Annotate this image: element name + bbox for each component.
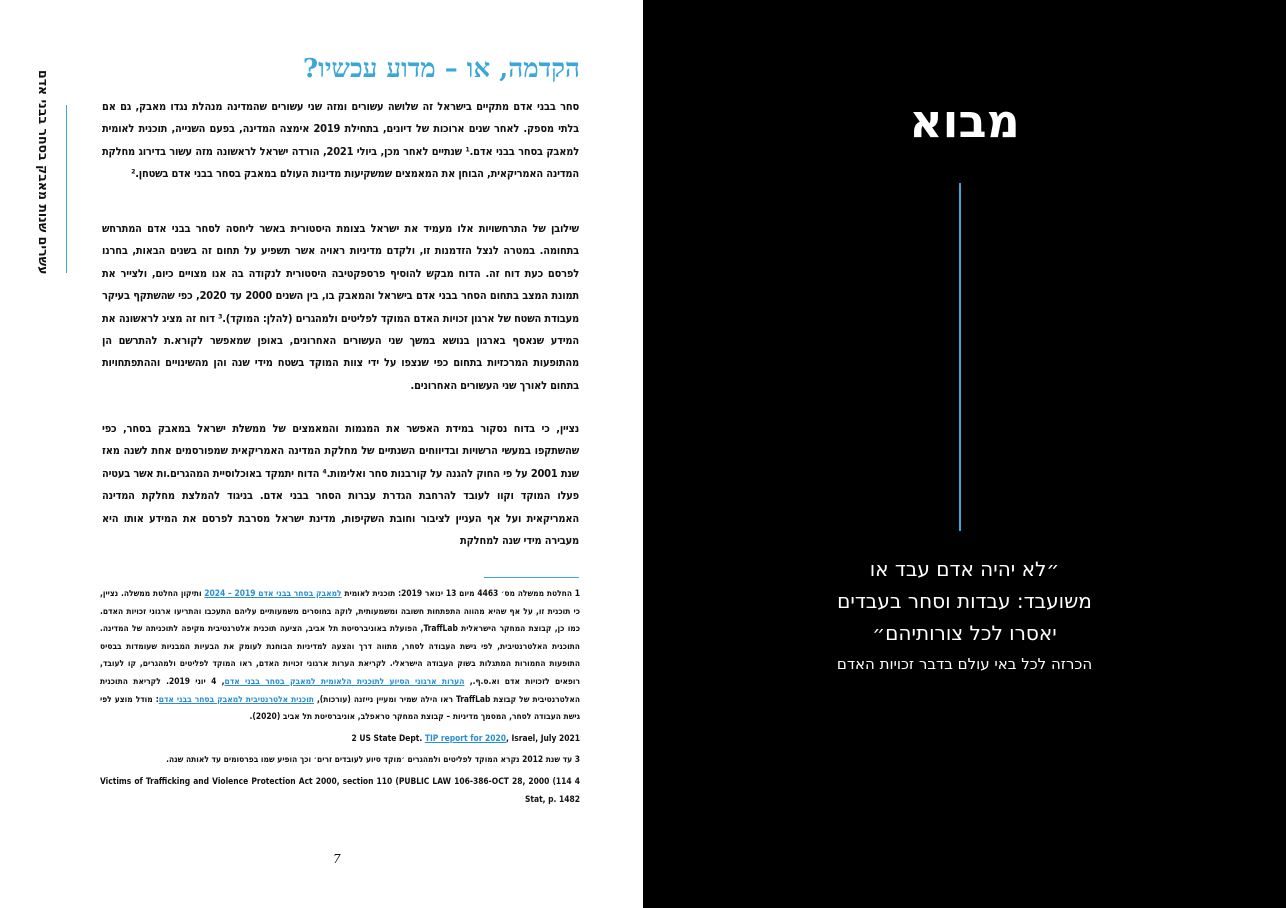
quote-line-3: יאסרו לכל צורותיהם״ bbox=[872, 621, 1057, 645]
footnote-2-text-b: , Israel, July 2021 bbox=[506, 732, 580, 743]
right-page bbox=[643, 0, 1286, 908]
body-paragraph-1: סחר בבני אדם מתקיים בישראל זה שלושה עשורים ומזה שני עשורים שהמדינה מנהלת נגדו מאבק, גם אם בלתי מספק. לאחר שנים ארוכות של דיונים, בתחילת 2019 אימצה המדינה, בפעם השנייה, תוכנית לאומית למאבק בסחר בבני אדם.¹ שנתיים לאחר מכן, ביולי 2021, הורדה ישראל לראשונה מזה עשור בדירוג מחלקת המדינה האמריקאית, הבוחן את המאמצים שמשקיעות מדינות העולם במאבק בסחר בבני אדם בשטחן.² bbox=[102, 100, 580, 181]
footnote-1-link-alternative-plan[interactable]: תוכנית אלטרנטיבית למאבק בסחר בבני אדם bbox=[158, 693, 314, 704]
footnote-3: 3 עד שנת 2012 נקרא המוקד לפליטים ולמהגרים ׳מוקד סיוע לעובדים זרים׳ וכך הופיע שמו בפרסומים עד לאותה שנה. bbox=[166, 754, 580, 765]
footnote-divider bbox=[484, 577, 579, 578]
running-head-rule bbox=[66, 105, 67, 273]
footnote-1-text-d: : מודל מוצע לפי גישת העבודה לסחר, המסמך מדיניות – קבוצת המחקר טראפלב, אוניברסיטת תל אביב (2020). bbox=[100, 693, 580, 722]
body-paragraph-2: שילובן של התרחשויות אלו מעמיד את ישראל בצומת היסטורית באשר ליחסה לסחר בבני אדם המתרחש בתחומה. במטרה לנצל הזדמנות זו, ולקדם מדיניות ראויה אשר תשפיע על תחום זה בשנים הבאות, בחרנו לפרסם כעת דוח זה. הדוח מבקש להוסיף פרספקטיבה היסטורית לנקודה בה אנו מצויים כיום, ולצייר את תמונת המצב בתחום הסחר בבני אדם בישראל והמאבק בו, בין השנים 2000 עד 2020, כפי שהשתקף בעיקר מעבודת השטח של ארגון זכויות האדם המוקד לפליטים ולמהגרים (להלן: המוקד).³ דוח זה מציג לראשונה את המידע שנאסף בארגון בנושא במשך שני העשורים האחרונים, באופן שמאפשר לקורא.ת להתרשם הן מהתופעות המרכזיות בתחום כפי שנצפו על ידי צוות המוקד בשטח מידי שנה והן מהשינויים וההתפתחויות בתחום לאורך שני העשורים האחרונים. bbox=[102, 222, 579, 392]
footnote-1-text-a: 1 החלטת ממשלה מס׳ 4463 מיום 13 ינואר 2019: תוכנית לאומית bbox=[341, 588, 581, 598]
body-paragraph-3: נציין, כי בדוח נסקור במידת האפשר את המגמות והמאמצים של ממשלת ישראל במאבק בסחר, כפי שהשתקפו במעשי הרשויות ובדיווחים השנתיים של מחלקת המדינה האמריקאית שמפורסמים אחת לשנה מאז שנת 2001 על פי החוק להגנה על קורבנות סחר ואלימות.⁴ הדוח יתמקד באוכלוסיית המהגרים.ות אשר בעטיה פעלו המוקד וקוו לעובד להרחבת הגדרת עברות הסחר בבני אדם. בניגוד להמלצת מחלקת המדינה האמריקאית ועל אף העניין לציבור וחובת השקיפות, מדינת ישראל מסרבת לפרסם את המידע אותו היא מעבירה מידי שנה למחלקת bbox=[102, 422, 579, 548]
footnote-1-text-b: ותיקון החלטת ממשלה. נציין, כי תוכנית זו, על אף שהיא מהווה התפתחות חשובה ומשמעותית, לוקה בחוסרים משמעותיים עליהם התעכבו והתריעו ארגוני זכויות האדם. כמו כן, קבוצת המחקר הישראלית TraffLab, הפועלת באוניברסיטת תל אביב, הציעה תוכנית אלטרנטיבית מקיפה לתוכניתה של המדינה. התוכנית האלטרנטיבית, לפי גישת העבודה לסחר, מתווה דרך והצעה למדיניות הבוחנת לעומק את הבעיות המבניות שעומדות בבסיס התופעות החמורות המתגלות בשוק העבודה הישראלי. לקריאת הערות ארגוני זכויות האדם, ראו המוקד לפליטים ולמהגרים, קו לעובד, רופאים לזכויות אדם וא.ס.ף., bbox=[100, 588, 581, 686]
vertical-accent-rule bbox=[959, 183, 961, 531]
footnote-2 bbox=[100, 730, 580, 748]
footnote-1-link-national-plan[interactable]: למאבק בסחר בבני אדם 2019 – 2024 bbox=[204, 588, 342, 598]
quote-line-2: משועבד: עבדות וסחר בעבדים bbox=[837, 589, 1092, 613]
page-number: 7 bbox=[333, 852, 341, 866]
footnote-2-link-tip-report[interactable]: TIP report for 2020 bbox=[424, 732, 506, 743]
page-title: הקדמה, או – מדוע עכשיו? bbox=[302, 54, 580, 84]
footnote-1-text-c: , 4 יוני 2019. לקריאת התוכנית האלטרנטיבית של קבוצת TraffLab ראו הילה שמיר ומעיין נייזנה (עורכות), bbox=[100, 675, 581, 704]
running-head: עשרים שנות מאבק בסחר בבני אדם bbox=[36, 69, 51, 274]
footnote-1 bbox=[100, 585, 580, 726]
quote-line-1: ״לא יהיה אדם עבד או bbox=[869, 557, 1060, 581]
footnote-4: 4 Victims of Trafficking and Violence Protection Act 2000, section 110 (PUBLIC LAW 106-386-OCT 28, 2000 (114 Stat, p. 1482 bbox=[100, 775, 581, 804]
footnote-1-link-ngo-comments[interactable]: הערות ארגוני הסיוע לתוכנית הלאומית למאבק בסחר בבני אדם bbox=[224, 675, 465, 686]
footnotes bbox=[100, 585, 580, 812]
footnote-2-text-a: 2 US State Dept. bbox=[351, 732, 425, 743]
section-title: מבוא bbox=[909, 94, 1020, 148]
quote-source: הכרזה לכל באי עולם בדבר זכויות האדם bbox=[836, 655, 1093, 673]
epigraph-quote bbox=[643, 553, 1286, 649]
